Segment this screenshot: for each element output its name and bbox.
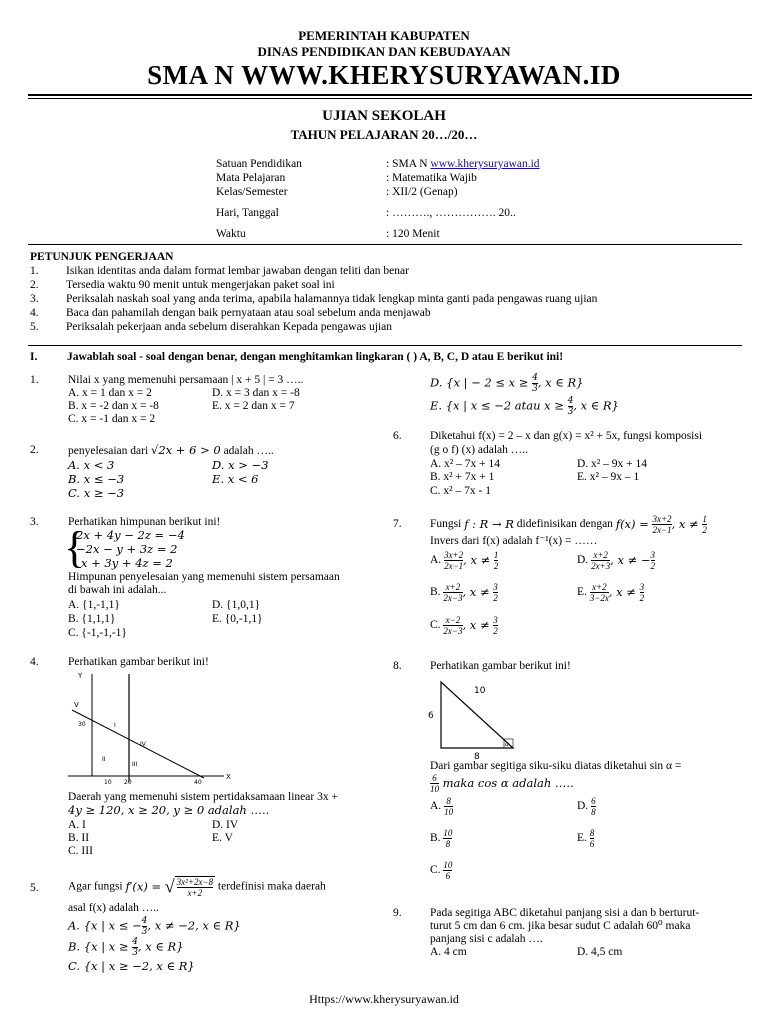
question-text: $\frac{6}{10}$ maka cos α adalah ….. <box>430 773 574 794</box>
instruction-item: 4. Baca dan pahamilah dengan baik pernyataan atau soal sebelum anda menjawab <box>30 307 431 319</box>
option-a[interactable]: A. I <box>68 819 86 831</box>
option-a[interactable]: A. {x | x ≤ − $\frac{4}{3}$ , x ≠ −2, x ∈ R} <box>68 916 241 937</box>
option-a[interactable]: A. 4 cm <box>430 946 467 958</box>
option-d[interactable]: D. 4,5 cm <box>577 946 623 958</box>
question-stem: Agar fungsi f′(x) = √ $\frac{\text{3x²+2x−8}}{x+2}$ terdefinisi maka daerah <box>68 876 326 898</box>
question-stem: Diketahui f(x) = 2 – x dan g(x) = x² + 5x, fungsi komposisi <box>430 430 703 442</box>
info-value: : Matematika Wajib <box>386 172 477 184</box>
school-title: SMA N WWW.KHERYSURYAWAN.ID <box>147 60 621 90</box>
info-label: Kelas/Semester <box>216 186 288 198</box>
instructions <box>30 250 750 334</box>
question-text: asal f(x) adalah ….. <box>68 902 160 914</box>
option-c[interactable]: C. III <box>68 845 93 857</box>
option-a[interactable]: A. $\frac{3x+2}{2x-1}$ , x ≠ $\frac{1}{2}$ <box>430 550 499 571</box>
option-e[interactable]: E. $\frac{8}{6}$ <box>577 828 595 849</box>
option-e[interactable]: E. x < 6 <box>212 472 259 486</box>
option-b[interactable]: B. $\frac{10}{8}$ <box>430 828 453 849</box>
option-a[interactable]: A. x² – 7x + 14 <box>430 458 500 470</box>
question-2: 2. penyelesaian dari √2x + 6 > 0 adalah ….. A. x < 3 B. x ≤ −3 C. x ≥ −3 D. x > −3 E. x < 6 <box>30 443 274 500</box>
question-stem: Perhatikan gambar berikut ini! <box>430 660 571 672</box>
question-text: Himpunan penyelesaian yang memenuhi sistem persamaan <box>68 571 340 583</box>
question-5: 5. Agar fungsi f′(x) = √ $\frac{\text{3x²+2x−8}}{x+2}$ terdefinisi maka daerah asal f(x) adalah ….. A. {x | x ≤ − $\frac{4}{3}$ , x ≠ −2, x ∈ R} B. {x | x ≥ $\frac{4}{3}$ , x ∈ R} C. {x | x ≥ −2, x ∈ R} <box>30 876 326 973</box>
region-label: I <box>114 722 116 729</box>
option-c[interactable]: C. x = -1 dan x = 2 <box>68 413 156 425</box>
line-label: V <box>74 701 79 709</box>
x-tick: 20 <box>124 779 132 785</box>
question-text: turut 5 cm dan 6 cm. jika besar sudut C adalah 60⁰ maka <box>430 920 691 932</box>
option-c[interactable]: C. {-1,-1,-1} <box>68 627 127 639</box>
y-axis-label: Y <box>78 672 83 680</box>
option-d[interactable]: D. x > −3 <box>212 458 269 472</box>
option-c[interactable]: C. $\frac{10}{6}$ <box>430 860 453 881</box>
option-e[interactable]: E. V <box>212 832 233 844</box>
question-text: panjang sisi c adalah …. <box>430 933 543 945</box>
academic-year: TAHUN PELAJARAN 20…/20… <box>290 127 478 142</box>
question-9: 9. Pada segitiga ABC diketahui panjang sisi a dan b berturut- turut 5 cm dan 6 cm. jika besar sudut C adalah 60⁰ maka panjang sisi c adalah …. A. 4 cm D. 4,5 cm <box>393 907 700 958</box>
question-text: (g o f) (x) adalah ….. <box>430 444 529 456</box>
exam-info <box>216 157 540 241</box>
option-d[interactable]: D. $\frac{x+2}{2x+3}$ , x ≠ − $\frac{3}{2}$ <box>577 550 656 571</box>
info-label: Hari, Tanggal <box>216 207 279 219</box>
option-a[interactable]: A. x < 3 <box>68 458 115 472</box>
question-stem: Perhatikan gambar berikut ini! <box>68 656 209 668</box>
question-stem: Perhatikan himpunan berikut ini! <box>68 516 221 528</box>
region-label: III <box>132 761 138 768</box>
question-text: 4y ≥ 120, x ≥ 20, y ≥ 0 adalah ….. <box>68 803 270 817</box>
instruction-item: 1. Isikan identitas anda dalam format lembar jawaban dengan teliti dan benar <box>30 265 409 277</box>
divider <box>28 345 742 346</box>
question-stem: penyelesaian dari √2x + 6 > 0 adalah ….. <box>68 443 274 457</box>
option-c[interactable]: C. {x | x ≥ −2, x ∈ R} <box>68 959 195 973</box>
info-label: Waktu <box>216 228 246 240</box>
y-tick: 30 <box>78 721 86 728</box>
option-e[interactable]: E. x = 2 dan x = 7 <box>212 400 295 412</box>
option-b[interactable]: B. II <box>68 832 90 844</box>
sqrt-icon: √ <box>164 876 175 897</box>
hypotenuse-label: 10 <box>474 686 486 696</box>
info-value: : 120 Menit <box>386 228 440 240</box>
equation: −2x − y + 3z = 2 <box>76 542 178 556</box>
base-label: 8 <box>474 752 480 760</box>
region-label: IV <box>140 741 146 748</box>
question-1: 1. Nilai x yang memenuhi persamaan | x + 5 | = 3 ….. A. x = 1 dan x = 2 B. x = -2 dan x = -8 C. x = -1 dan x = 2 D. x = 3 dan x = -8 E. x = 2 dan x = 7 <box>30 374 304 425</box>
info-value: : XII/2 (Genap) <box>386 186 458 198</box>
option-d[interactable]: D. x² – 9x + 14 <box>577 458 647 470</box>
option-d[interactable]: D. {x | − 2 ≤ x ≥ $\frac{4}{3}$ , x ∈ R} <box>430 373 584 394</box>
x-axis-label: X <box>226 773 231 781</box>
option-b[interactable]: B. x ≤ −3 <box>68 472 125 486</box>
brace-icon: { <box>64 523 86 572</box>
gov-header: PEMERINTAH KABUPATEN <box>298 28 470 43</box>
option-b[interactable]: B. {x | x ≥ $\frac{4}{3}$ , x ∈ R} <box>68 937 184 958</box>
option-b[interactable]: B. x = -2 dan x = -8 <box>68 400 159 412</box>
question-stem: Pada segitiga ABC diketahui panjang sisi a dan b berturut- <box>430 907 700 919</box>
option-e[interactable]: E. x² – 9x – 1 <box>577 471 640 483</box>
question-stem: Fungsi f : R → R didefinisikan dengan f(x) = $\frac{3x+2}{2x-1}$ , x ≠ $\frac{1}{2}$ <box>430 514 707 535</box>
equation: 2x + 4y − 2z = −4 <box>76 528 185 542</box>
question-7: 7. Fungsi f : R → R didefinisikan dengan f(x) = $\frac{3x+2}{2x-1}$ , x ≠ $\frac{1}{2}$ Invers dari f(x) adalah f⁻¹(x) = …… A. $\frac{3x+2}{2x-1}$ , x ≠ $\frac{1}{2}$ D. $\frac{x+2}{2x+3}$ , x ≠ − $\frac{3}{2}$ B. $\frac{x+2}{2x-3}$ , x ≠ $\frac{3}{2}$ E. $\frac{x+2}{3-2x}$ , x ≠ $\frac{3}{2}$ C. $\frac{x-2}{2x-3}$ , x ≠ $\frac{3}{2}$ <box>393 514 707 636</box>
question-text: Daerah yang memenuhi sistem pertidaksamaan linear 3x + <box>68 791 338 803</box>
region-graph <box>66 670 266 785</box>
option-b[interactable]: B. x² + 7x + 1 <box>430 471 495 483</box>
info-label: Mata Pelajaran <box>216 172 286 184</box>
info-value: : ………., ……………. 20.. <box>386 207 516 219</box>
question-4: 4. Perhatikan gambar berikut ini! Y X V 30 I II III IV 10 20 40 Daerah yang memenuhi sistem pertidaksamaan linear 3x + 4y ≥ 120, x ≥ 20, y ≥ 0 adalah ….. A. I B. II C. III D. IV E. V <box>30 656 338 857</box>
option-a[interactable]: A. $\frac{8}{10}$ <box>430 796 454 817</box>
equation: x + 3y + 4z = 2 <box>81 556 173 570</box>
question-text: Invers dari f(x) adalah f⁻¹(x) = …… <box>430 535 598 547</box>
question-stem: Nilai x yang memenuhi persamaan | x + 5 | = 3 ….. <box>68 374 304 386</box>
option-b[interactable]: B. {1,1,1} <box>68 613 116 625</box>
instruction-item: 2. Tersedia waktu 90 menit untuk mengerjakan paket soal ini <box>30 279 335 291</box>
school-link[interactable]: www.kherysuryawan.id <box>430 158 540 170</box>
instruction-item: 3. Periksalah naskah soal yang anda terima, apabila halamannya tidak lengkap minta ganti pada pengawas ruang ujian <box>30 293 598 305</box>
angle-label: α <box>505 741 509 748</box>
option-e[interactable]: E. {x | x ≤ −2 atau x ≥ $\frac{4}{3}$ , x ∈ R} <box>430 396 619 417</box>
instruction-item: 5. Periksalah pekerjaan anda sebelum diserahkan Kepada pengawas ujian <box>30 321 393 333</box>
instructions-title: PETUNJUK PENGERJAAN <box>30 251 174 263</box>
question-8: 8. Perhatikan gambar berikut ini! 10 6 8 α Dari gambar segitiga siku-siku diatas diketahui sin α = $\frac{6}{10}$ maka cos α adalah ….. A. $\frac{8}{10}$ D. $\frac{6}{8}$ B. $\frac{10}{8}$ E. $\frac{8}{6}$ C. $\frac{10}{6}$ <box>393 660 682 881</box>
option-c[interactable]: C. x ≥ −3 <box>68 486 125 500</box>
option-d[interactable]: D. {1,0,1} <box>212 599 261 611</box>
option-d[interactable]: D. x = 3 dan x = -8 <box>212 387 300 399</box>
header-rule-thin <box>28 98 752 99</box>
side-label: 6 <box>428 711 434 721</box>
divider <box>28 244 742 245</box>
option-a[interactable]: A. {1,-1,1} <box>68 599 120 611</box>
info-label: Satuan Pendidikan <box>216 158 302 170</box>
option-e[interactable]: E. $\frac{x+2}{3-2x}$ , x ≠ $\frac{3}{2}$ <box>577 582 645 603</box>
option-e[interactable]: E. {0,-1,1} <box>212 613 263 625</box>
question-text: di bawah ini adalah... <box>68 584 167 596</box>
option-d[interactable]: D. IV <box>212 819 239 831</box>
dept-header: DINAS PENDIDIKAN DAN KEBUDAYAAN <box>257 44 511 59</box>
question-6: 6. Diketahui f(x) = 2 – x dan g(x) = x² + 5x, fungsi komposisi (g o f) (x) adalah ….. A. x² – 7x + 14 B. x² + 7x + 1 C. x² – 7x - 1 D. x² – 9x + 14 E. x² – 9x – 1 <box>393 430 703 497</box>
option-d[interactable]: D. $\frac{6}{8}$ <box>577 796 596 817</box>
footer-url[interactable]: Https://www.kherysuryawan.id <box>309 992 459 1006</box>
section-heading: I. Jawablah soal - soal dengan benar, dengan menghitamkan lingkaran ( ) A, B, C, D atau E berikut ini! <box>30 351 564 363</box>
option-c[interactable]: C. $\frac{x-2}{2x-3}$ , x ≠ $\frac{3}{2}$ <box>430 615 498 636</box>
option-c[interactable]: C. x² – 7x - 1 <box>430 485 491 497</box>
question-3: 3. Perhatikan himpunan berikut ini! { 2x + 4y − 2z = −4 −2x − y + 3z = 2 x + 3y + 4z = 2 Himpunan penyelesaian yang memenuhi sistem persamaan di bawah ini adalah... A. {1,-1,1} B. {1,1,1} C. {-1,-1,-1} D. {1,0,1} E. {0,-1,1} <box>30 516 340 639</box>
option-a[interactable]: A. x = 1 dan x = 2 <box>68 387 152 399</box>
question-text: Dari gambar segitiga siku-siku diatas diketahui sin α = <box>430 760 682 772</box>
info-value: : SMA N www.kherysuryawan.id <box>386 158 540 170</box>
exam-title: UJIAN SEKOLAH <box>322 108 446 124</box>
option-b[interactable]: B. $\frac{x+2}{2x-3}$ , x ≠ $\frac{3}{2}$ <box>430 582 498 603</box>
header-rule-thick <box>28 94 752 96</box>
x-tick: 40 <box>194 779 202 785</box>
region-label: II <box>102 756 106 763</box>
x-tick: 10 <box>104 779 112 785</box>
right-triangle-figure <box>423 678 533 760</box>
